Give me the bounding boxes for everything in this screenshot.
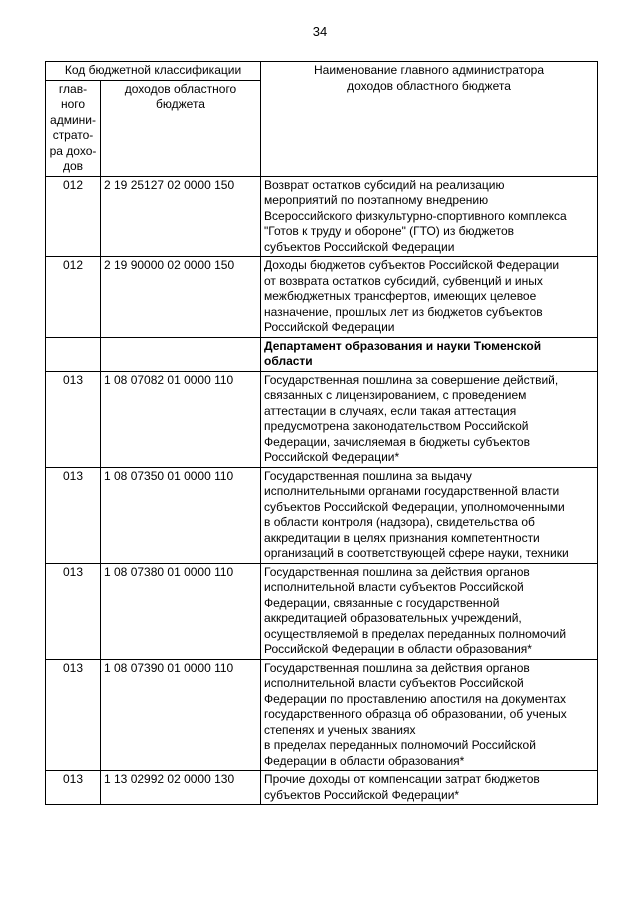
admin-code-cell: 012: [46, 176, 101, 257]
admin-code-cell: 013: [46, 371, 101, 467]
budget-code-cell: 2 19 90000 02 0000 150: [101, 257, 261, 338]
admin-code-cell: 013: [46, 563, 101, 659]
budget-code-cell: 1 08 07350 01 0000 110: [101, 467, 261, 563]
budget-code-cell: 1 08 07380 01 0000 110: [101, 563, 261, 659]
name-cell: Государственная пошлина за выдачу исполнительными органами государственной власти субъектов Российской Федерации, уполномоченными в области контроля (надзора), свидетельства об аккредитации в целях признания компетентности организаций в соответствующей сфере науки, техники: [261, 467, 598, 563]
table-row: [46, 371, 598, 467]
header-name-column: Наименование главного администратора доходов областного бюджета: [261, 62, 598, 177]
table-row: [46, 257, 598, 338]
table-row: [46, 771, 598, 805]
header-admin-column: глав- ного админи- страто- ра дохо- дов: [46, 80, 101, 176]
budget-code-cell: 1 13 02992 02 0000 130: [101, 771, 261, 805]
budget-code-cell: 1 08 07082 01 0000 110: [101, 371, 261, 467]
header-income-column: доходов областного бюджета: [101, 80, 261, 176]
section-heading-cell: Департамент образования и науки Тюменской области: [261, 337, 598, 371]
table-row: [46, 659, 598, 771]
name-cell: Государственная пошлина за действия органов исполнительной власти субъектов Российской Федерации, связанные с государственной аккредитацией образовательных учреждений, осуществляемой в пределах переданных полномочий Российской Федерации в области образования*: [261, 563, 598, 659]
budget-classification-table: [45, 61, 598, 805]
budget-code-cell: [101, 337, 261, 371]
name-cell: Возврат остатков субсидий на реализацию мероприятий по поэтапному внедрению Всероссийского физкультурно-спортивного комплекса "Готов к труду и обороне" (ГТО) из бюджетов субъектов Российской Федерации: [261, 176, 598, 257]
table-row: [46, 176, 598, 257]
budget-code-cell: 1 08 07390 01 0000 110: [101, 659, 261, 771]
admin-code-cell: 012: [46, 257, 101, 338]
admin-code-cell: 013: [46, 771, 101, 805]
header-row-top: [46, 62, 598, 81]
admin-code-cell: [46, 337, 101, 371]
table-row: [46, 467, 598, 563]
page-number: 34: [312, 24, 328, 39]
admin-code-cell: 013: [46, 467, 101, 563]
name-cell: Государственная пошлина за действия органов исполнительной власти субъектов Российской Федерации по проставлению апостиля на документах государственного образца об образовании, об ученых степенях и ученых званиях в пределах переданных полномочий Российской Федерации в области образования*: [261, 659, 598, 771]
name-cell: Прочие доходы от компенсации затрат бюджетов субъектов Российской Федерации*: [261, 771, 598, 805]
name-cell: Государственная пошлина за совершение действий, связанных с лицензированием, с проведением аттестации в случаях, если такая аттестация предусмотрена законодательством Российской Федерации, зачисляемая в бюджеты субъектов Российской Федерации*: [261, 371, 598, 467]
header-classification: Код бюджетной классификации: [46, 62, 261, 81]
admin-code-cell: 013: [46, 659, 101, 771]
table-row: [46, 563, 598, 659]
name-cell: Доходы бюджетов субъектов Российской Федерации от возврата остатков субсидий, субвенций и иных межбюджетных трансфертов, имеющих целевое назначение, прошлых лет из бюджетов субъектов Российской Федерации: [261, 257, 598, 338]
table-row-section: [46, 337, 598, 371]
budget-code-cell: 2 19 25127 02 0000 150: [101, 176, 261, 257]
